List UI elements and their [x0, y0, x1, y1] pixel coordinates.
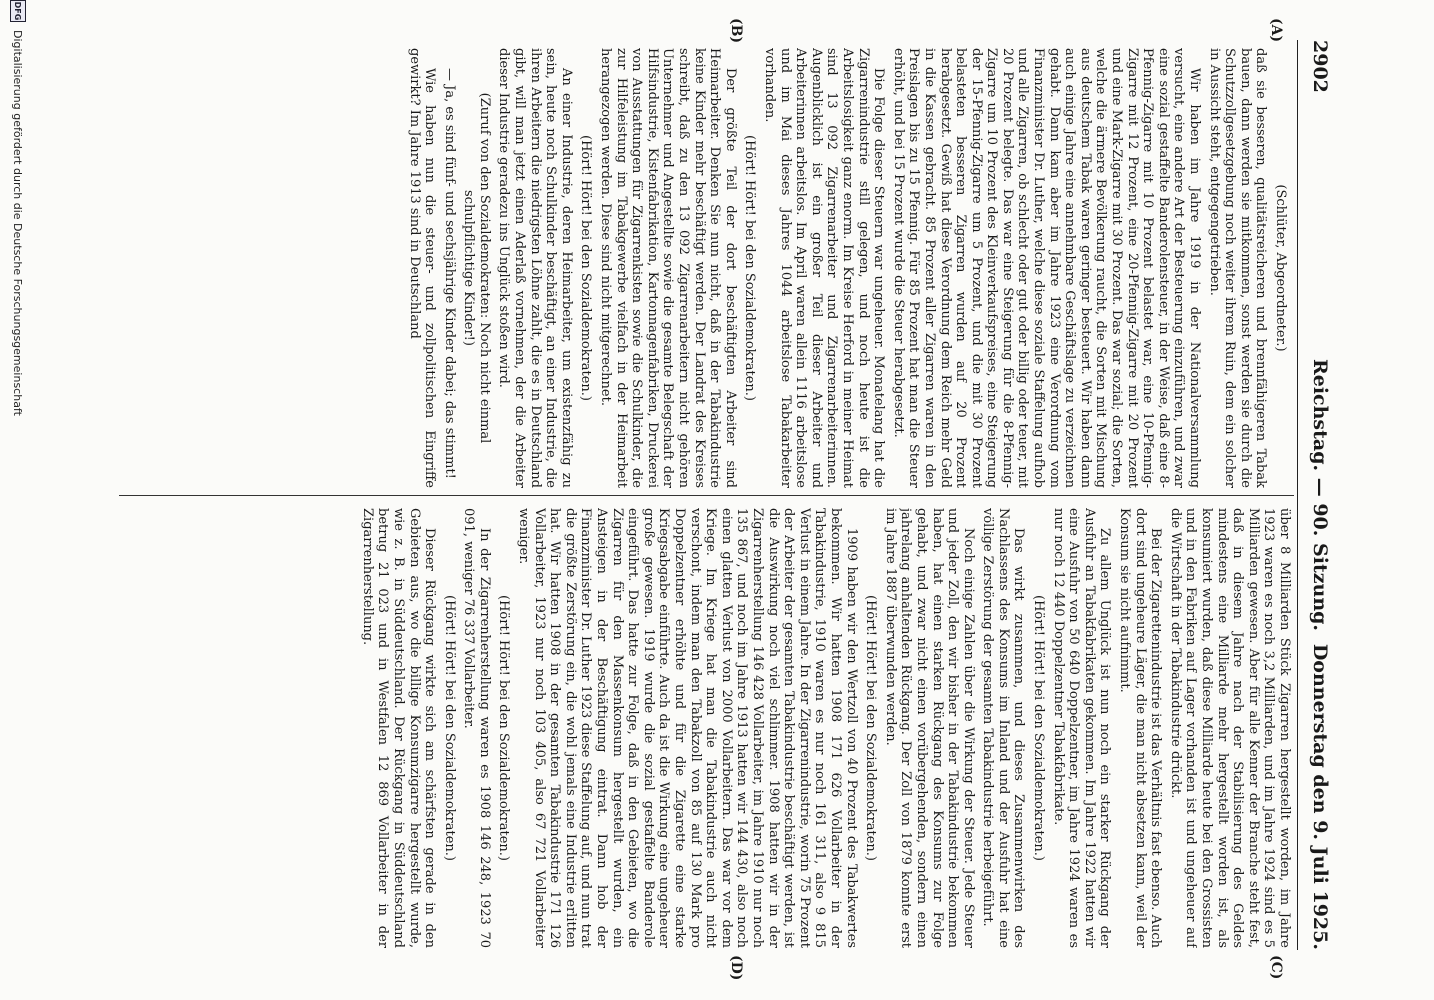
digitization-footer: [10, 0, 26, 1000]
paragraph: Dieser Rückgang wirkte sich am schärfsten gerade in den Gebieten aus, wo die billige Konsumzigarre hergestellt wurde, wie z. B. in Süddeutschland. Der Rückgang in Süddeutschland betrug 21 023 und in Westfalen 12 869 Vollarbeiter in der Zigarrenherstellung.: [359, 508, 438, 948]
paragraph: Noch einige Zahlen über die Wirkung der Steuer. Jede Steuer und jeder Zoll, den wir bisher in der Tabakindustrie bekommen haben, hat einen starken Rückgang des Konsums zur Folge gehabt, und zwar nicht einen vorübergehenden, sondern einen jahrelang anhaltenden Rückgang. Der Zoll von 1879 konnte erst im Jahre 1887 überwunden werden.: [882, 508, 976, 948]
paragraph: Wir haben im Jahre 1919 in der Nationalversammlung versucht, eine andere Art der Besteuerung einzuführen, und zwar eine sozial gestaffelte Banderolensteuer, in der Weise, daß eine 8-Pfennig-Zigarre mit 10 Prozent belastet war, eine 10-Pfennig-Zigarre mit 12 Prozent, eine 20-Pfennig-Zigarre mit 20 Prozent und eine Mark-Zigarre mit 30 Prozent. Das war sozial; die Sorten, welche die ärmere Bevölkerung raucht, die Sorten mit Mischung aus deutschem Tabak waren geringer besteuert. Wir haben dann auch einige Jahre eine annehmbare Geschäftslage zu verzeichnen gehabt. Dann kam aber im Jahre 1923 eine Verordnung vom Finanzminister Dr. Luther, welche diese soziale Staffelung aufhob und alle Zigarren, ob schlecht oder gut oder billig oder teuer, mit 20 Prozent belegte. Das war eine Steigerung für die 8-Pfennig-Zigarre um 10 Prozent des Kleinverkaufspreises, eine Steigerung der 15-Pfennig-Zigarre um 5 Prozent, und die mit 30 Prozent belasteten besseren Zigarren wurden auf 20 Prozent herabgesetzt. Gewiß hat diese Verordnung dem Reich mehr Geld in die Kassen gebracht. 85 Prozent aller Zigarren waren in den Preislagen bis zu 15 Pfennig. Für 85 Prozent hat man die Steuer erhöht, und bei 15 Prozent wurde die Steuer herabgesetzt.: [890, 48, 1203, 488]
page-number: 2902: [1309, 40, 1331, 93]
interjection: (Hört! Hört! bei den Sozialdemokraten.): [863, 595, 879, 861]
margin-marker-b: (B): [728, 18, 744, 44]
paragraph: Der größte Teil der dort beschäftigten Arbeiter sind Heimarbeiter. Denken Sie nun nicht, daß in der Tabakindustrie keine Kinder mehr beschäftigt werden. Der Landrat des Kreises schreibt, daß zu den 13 092 Zigarrenarbeitern nicht gehören Unternehmer und Angestellte sowie die gesamte Belegschaft der Hilfsindustrie, Kistenfabrikation, Kartonnagenfabriken, Druckerei von Ausstattungen für Zigarrenkisten sowie die Schulkinder, die zur Hilfeleistung im Tabakgewerbe vielfach in der Heimarbeit herangezogen werden. Diese sind nicht mitgerechnet.: [598, 48, 738, 488]
paragraph: An einer Industrie, deren Heimarbeiter, um existenzfähig zu sein, heute noch Schulkinder beschäftigt, an einer Industrie, die ihren Arbeitern die niedrigsten Löhne zahlt, die es in Deutschland gibt, will man jetzt einen Aderlaß vornehmen, der die Arbeiter dieser Industrie geradezu ins Unglück stoßen wird.: [496, 48, 574, 488]
interjection: (Hört! Hört! bei den Sozialdemokraten.): [496, 595, 512, 861]
paragraph: Das wirkt zusammen, und dieses Zusammenwirken des Nachlassens des Konsums im Inland und der Ausfuhr hat eine völlige Zerstörung der gesamten Tabakindustrie herbeigeführt.: [980, 508, 1027, 948]
paragraph: — Ja, es sind fünf- und sechsjährige Kinder dabei; das stimmt!: [441, 68, 457, 479]
page-header: [1299, 40, 1339, 950]
dfg-logo-icon: DFG: [10, 0, 26, 22]
page-title: Reichstag. — 90. Sitzung.: [1309, 358, 1331, 632]
interjection: (Hört! Hört! bei den Sozialdemokraten.): [441, 595, 457, 861]
paragraph: über 8 Milliarden Stück Zigarren hergestellt worden, im Jahre 1923 waren es noch 3,2 Milliarden, und im Jahre 1924 sind es 5 Milliarden gewesen. Aber für alle Kenner der Branche steht fest, daß in diesem Jahre nach der Stabilisierung des Geldes mindestens eine Milliarde mehr hergestellt worden ist, als konsumiert wurden, daß diese Milliarde heute bei den Grossisten und in den Fabriken auf Lager vorhanden ist und ungeheuer auf die Wirtschaft in der Tabakindustrie drückt.: [1167, 508, 1292, 948]
interjection: (Zuruf von den Sozialdemokraten: Noch nicht einmal schulpflichtige Kinder!): [461, 92, 492, 444]
column-divider: [119, 495, 1294, 496]
speaker-label: (Schlüter, Abgeordneter.): [1273, 184, 1288, 352]
header-rule: [1297, 40, 1298, 950]
interjection: (Hört! Hört! bei den Sozialdemokraten.): [742, 135, 758, 401]
interjection: (Hört! Hört! bei den Sozialdemokraten.): [578, 135, 594, 401]
paragraph: Die Folge dieser Steuern war ungeheuer. Monatelang hat die Zigarrenindustrie still gelegen, und noch heute ist die Arbeitslosigkeit ganz enorm. Im Kreise Herford in meiner Heimat sind 13 092 Zigarrenarbeiter und Zigarrenarbeiterinnen. Augenblicklich ist ein großer Teil dieser Arbeiter und Arbeiterinnen arbeitslos. Im April waren allein 1116 arbeitslose und im Mai dieses Jahres 1044 arbeitslose Tabakarbeiter vorhanden.: [762, 48, 887, 488]
paragraph: daß sie besseren, qualitätsreicheren und brennfähigeren Tabak bauen, dann werden sie mitkommen, sonst werden sie durch die Schutzzollgesetzgebung noch weiter ihrem Ruin, dem ein solcher in Aussicht steht, entgegengetrieben.: [1206, 48, 1269, 488]
paragraph: Zu allem Unglück ist nun noch ein starker Rückgang der Ausfuhr an Tabakfabrikaten gekommen. Im Jahre 1922 hatten wir eine Ausfuhr von 50 640 Doppelzentner, im Jahre 1924 waren es nur noch 12 440 Doppelzentner Tabakfabrikate.: [1050, 508, 1113, 948]
session-date: Donnerstag den 9. Juli 1925.: [1309, 643, 1331, 950]
margin-marker-d: (D): [728, 955, 744, 981]
footer-text: Digitalisierung gefördert durch die Deutsche Forschungsgemeinschaft: [11, 30, 25, 416]
left-column: [112, 48, 1292, 488]
paragraph: 1909 haben wir den Wertzoll von 40 Prozent des Tabakwertes bekommen. Wir hatten 1908 171 626 Vollarbeiter in der Tabakindustrie, 1910 waren es nur noch 161 311, also 9 815 Verlust in einem Jahre. In der Zigarrenindustrie, worin 75 Prozent der Arbeiter der gesamten Tabakindustrie beschäftigt werden, ist die Auswirkung noch viel schlimmer. 1908 hatten wir in der Zigarrenherstellung 146 428 Vollarbeiter, im Jahre 1910 nur noch 135 867, und noch im Jahre 1913 hatten wir 144 430, also noch einen glatten Verlust von 2000 Vollarbeitern. Das war vor dem Kriege. Im Kriege hat man die Tabakindustrie auch nicht verschont, indem man den Tabakzoll von 85 auf 130 Mark pro Doppelzentner erhöhte und für die Zigarette eine starke Kriegsabgabe einführte. Auch da ist die Wirkung eine ungeheuer große gewesen. 1919 wurde die sozial gestaffelte Banderole eingeführt. Das hatte zur Folge, daß in den Gebieten, wo die Zigarren für den Massenkonsum hergestellt wurden, ein Ansteigen in der Beschäftigung eintrat. Dann hob der Finanzminister Dr. Luther 1923 diese Staffelung auf, und nun trat die größte Zerstörung ein, die wohl jemals eine Industrie erlitten hat. Wir hatten 1908 in der gesamten Tabakindustrie 171 126 Vollarbeiter, 1923 nur noch 103 405, also 67 721 Vollarbeiter weniger.: [516, 508, 859, 948]
paragraph: In der Zigarrenherstellung waren es 1908 146 248, 1923 70 091, weniger 76 337 Vollarbeiter.: [461, 508, 492, 948]
right-column: [112, 508, 1292, 948]
margin-marker-a: (A): [1268, 18, 1284, 43]
paragraph: Bei der Zigarettenindustrie ist das Verhältnis fast ebenso. Auch dort sind ungeheure Läger, die man nicht absetzen kann, weil der Konsum sie nicht aufnimmt.: [1117, 508, 1164, 948]
margin-marker-c: (C): [1268, 955, 1284, 980]
interjection: (Hört! Hört! bei den Sozialdemokraten.): [1031, 595, 1047, 861]
paragraph: Wie haben nun die steuer- und zollpolitischen Eingriffe gewirkt? Im Jahre 1913 sind in Deutschland: [406, 48, 438, 488]
